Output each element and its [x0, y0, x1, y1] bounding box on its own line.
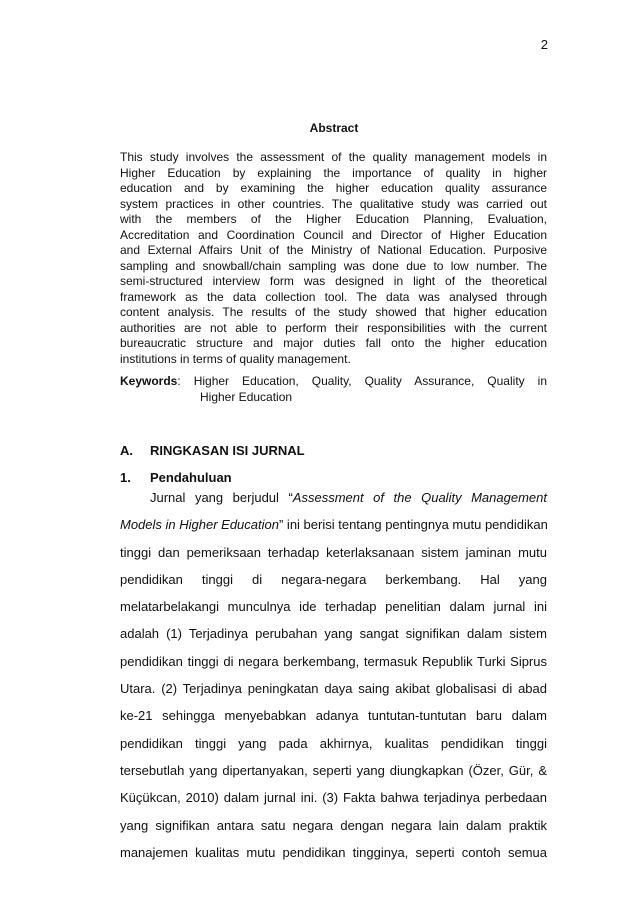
body-line: tinggi dan pemeriksaan terhadap keterlaksanaan sistem jaminan mutu: [120, 544, 547, 560]
body-line: adalah (1) Terjadinya perubahan yang sangat signifikan dalam sistem: [120, 626, 547, 642]
keywords-text: : Higher Education, Quality, Quality Assurance, Quality in: [177, 374, 547, 388]
abstract-line: and External Affairs Unit of the Ministry of National Education. Purposive: [120, 243, 547, 257]
body-paragraph: [120, 484, 547, 866]
keywords-label: Keywords: [120, 374, 178, 388]
body-line: melatarbelakangi munculnya ide terhadap penelitian dalam jurnal ini: [120, 599, 547, 615]
body-text-run: Jurnal yang berjudul “: [150, 490, 293, 505]
section-number: 1.: [120, 470, 131, 485]
section-number: A.: [120, 443, 133, 458]
body-line: pendidikan tinggi di negara berkembang, termasuk Republik Turki Siprus: [120, 653, 547, 669]
abstract-title: Abstract: [309, 121, 359, 135]
abstract-line: authorities are not able to perform their responsibilities with the current: [120, 320, 547, 335]
abstract-line: with the members of the Higher Education Planning, Evaluation,: [120, 212, 547, 226]
abstract-line: bureaucratic structure and major duties fall onto the higher education: [120, 336, 547, 350]
body-line: [120, 511, 547, 538]
section-title: Pendahuluan: [150, 470, 232, 485]
keywords-text-continued: Higher Education: [200, 390, 293, 404]
body-line: Utara. (2) Terjadinya peningkatan daya saing akibat globalisasi di abad: [120, 681, 547, 697]
body-line: Küçükcan, 2010) dalam jurnal ini. (3) Fakta bahwa terjadinya perbedaan: [120, 790, 547, 806]
body-line: tersebutlah yang dipertanyakan, seperti yang diungkapkan (Özer, Gür, &: [120, 762, 547, 778]
section-heading-1: [120, 470, 232, 485]
abstract-line: content analysis. The results of the study showed that higher education: [120, 305, 547, 319]
body-line: yang signifikan antara satu negara dengan negara lain dalam praktik: [120, 817, 547, 833]
keywords: [120, 373, 547, 405]
body-line: ke-21 sehingga menyebabkan adanya tuntutan-tuntutan baru dalam: [120, 708, 547, 724]
journal-title-italic: Models in Higher Education: [120, 517, 279, 533]
abstract-line: system practices in other countries. The qualitative study was carried out: [120, 196, 547, 211]
abstract-line: Accreditation and Coordination Council and Director of Higher Education: [120, 227, 547, 242]
body-line: manajemen kualitas mutu pendidikan tingginya, seperti contoh semua: [120, 844, 547, 860]
abstract-line: institutions in terms of quality management.: [120, 351, 351, 366]
body-text-run: ” ini berisi tentang pentingnya mutu pendidikan: [278, 517, 548, 533]
body-line: pendidikan tinggi yang pada akhirnya, kualitas pendidikan tinggi: [120, 735, 547, 751]
abstract-line: framework as the data collection tool. The data was analysed through: [120, 289, 547, 304]
journal-title-italic: Assessment of the Quality Management: [292, 490, 547, 505]
section-heading-a: [120, 443, 305, 458]
abstract-line: semi-structured interview form was designed in light of the theoretical: [120, 274, 547, 288]
abstract-line: sampling and snowball/chain sampling was done due to low number. The: [120, 258, 547, 273]
abstract-line: This study involves the assessment of the quality management models in: [120, 150, 547, 164]
section-title: RINGKASAN ISI JURNAL: [150, 443, 305, 458]
abstract-paragraph: [120, 150, 547, 367]
abstract-line: education and by examining the higher education quality assurance: [120, 181, 547, 195]
body-line: pendidikan tinggi di negara-negara berkembang. Hal yang: [120, 571, 547, 587]
body-line: [120, 484, 547, 511]
page-number: 2: [540, 37, 548, 52]
abstract-line: Higher Education by explaining the importance of quality in higher: [120, 165, 547, 180]
